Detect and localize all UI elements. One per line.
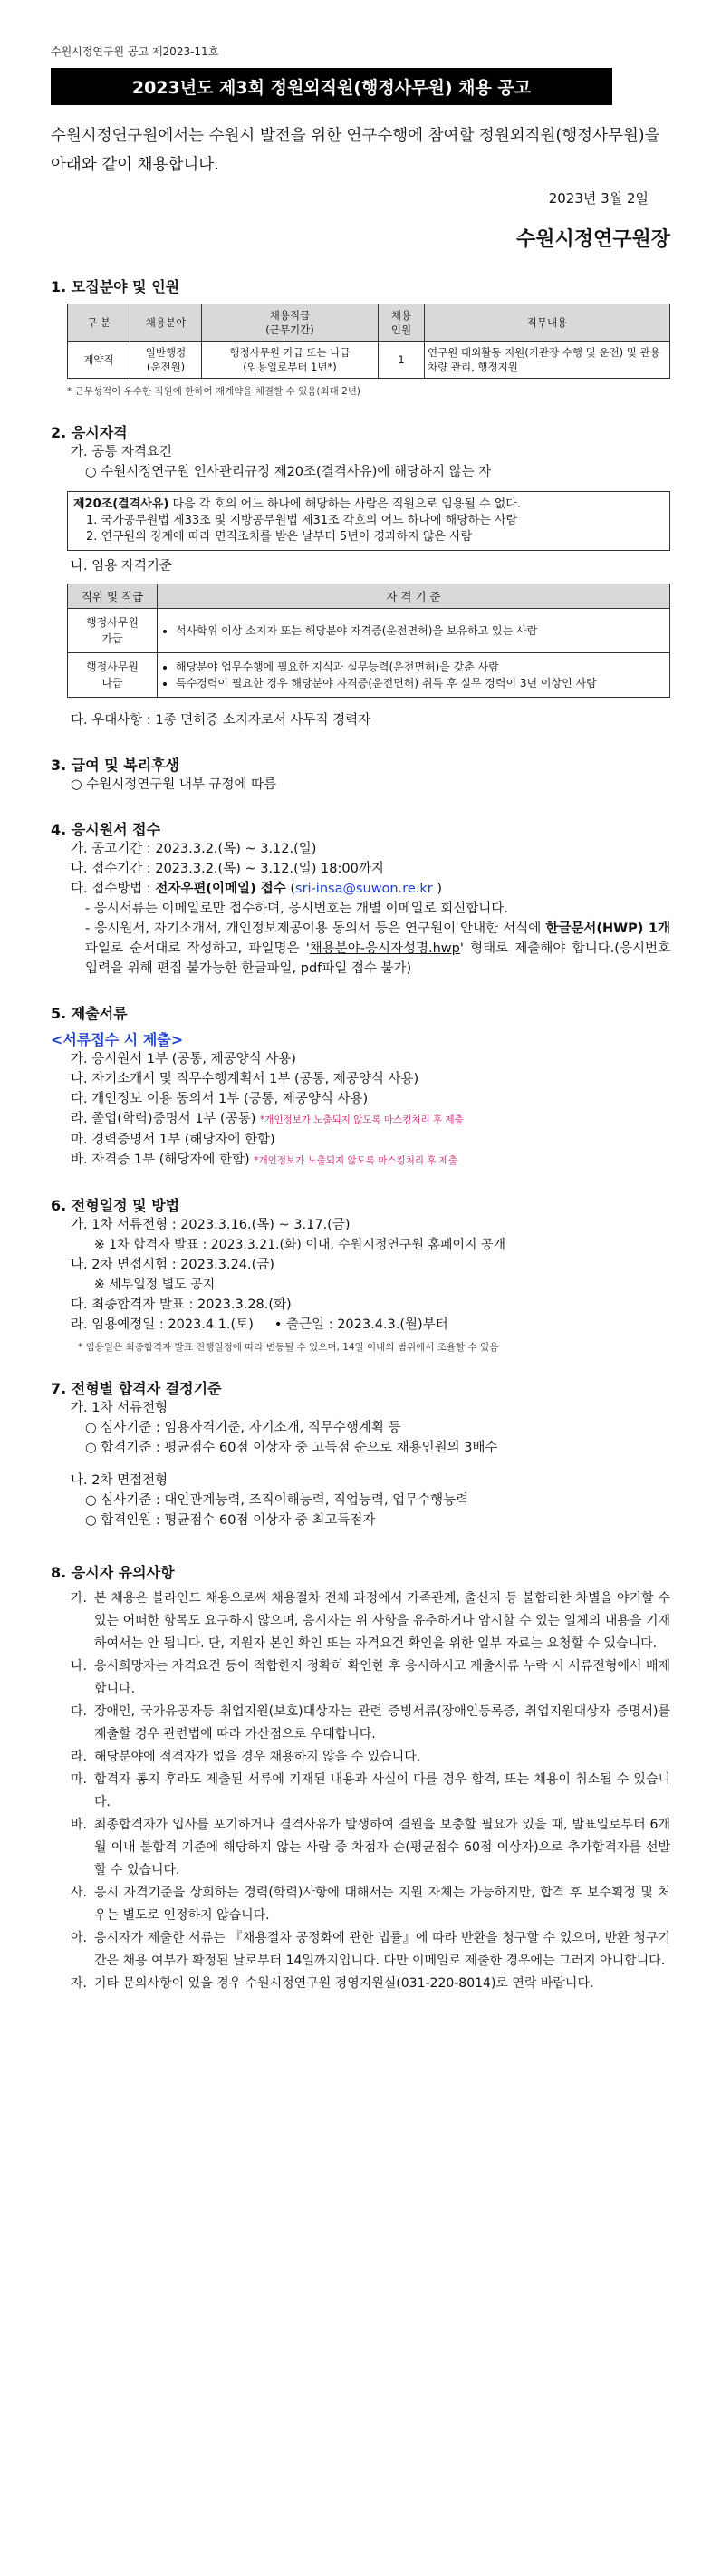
th-duty: 직무내용 xyxy=(425,304,670,342)
email-only-note: - 응시서류는 이메일로만 접수하며, 응시번호는 개별 이메일로 회신합니다. xyxy=(85,902,508,916)
file-format-note: - 응시원서, 자기소개서, 개인정보제공이용 동의서 등은 연구원이 안내한 서식에 한글문서(HWP) 1개 파일로 순서대로 작성하고, 파일명은 '채용분야-응시자성명.hwp' 형태로 제출해야 합니다.(응시번호 입력을 위해 편집 불가능한 한글파일, pdf파일 접수 불가) xyxy=(85,921,671,976)
notice-number: 수원시정연구원 공고 제2023-11호 xyxy=(51,45,219,58)
th-count: 채용 인원 xyxy=(379,304,425,342)
intro-text: 수원시정연구원에서는 수원시 발전을 위한 연구수행에 참여할 정원외직원(행정사무원)을 아래와 같이 채용합니다. xyxy=(51,127,660,174)
final-announcement: 다. 최종합격자 발표 : 2023.3.28.(화) xyxy=(71,1298,292,1312)
document-item-5: 마. 경력증명서 1부 (해당자에 한함) xyxy=(71,1133,275,1147)
masking-note: *개인정보가 노출되지 않도록 마스킹처리 후 제출 xyxy=(259,1114,464,1125)
caution-item: 아. 응시자가 제출한 서류는 『채용절차 공정화에 관한 법률』에 따라 반환을 청구할 수 있으며, 반환 청구기간은 채용 여부가 확정된 날로부터 14일까지입니다. 다만 이메일로 제출한 경우에는 그러지 아니합니다. xyxy=(71,1931,670,1968)
notice-date: 2023년 3월 2일 xyxy=(548,190,649,207)
article-20-text: 다음 각 호의 어느 하나에 해당하는 사람은 직원으로 임용될 수 없다. xyxy=(168,497,521,511)
section-3-heading: 3. 급여 및 복리후생 xyxy=(51,757,180,774)
section-2-heading: 2. 응시자격 xyxy=(51,424,128,441)
document-item-2: 나. 자기소개서 및 직무수행계획서 1부 (공통, 제공양식 사용) xyxy=(71,1072,419,1086)
th-position: 직위 및 직급 xyxy=(68,584,158,609)
section-5-heading: 5. 제출서류 xyxy=(51,1005,128,1022)
caution-item: 다. 장애인, 국가유공자등 취업지원(보호)대상자는 관련 증빙서류(장애인등록증, 취업지원대상자 증명서)를 제출할 경우 관련법에 따라 가산점으로 우대합니다. xyxy=(71,1704,670,1741)
caution-item: 라. 해당분야에 적격자가 없을 경우 채용하지 않을 수 있습니다. xyxy=(71,1750,421,1764)
caution-item: 사. 응시 자격기준을 상회하는 경력(학력)사항에 대해서는 지원 자체는 가능하지만, 합격 후 보수획정 및 처우는 별도로 인정하지 않습니다. xyxy=(71,1886,670,1923)
first-review-criteria: ○ 심사기준 : 임용자격기준, 자기소개, 직무수행계획 등 xyxy=(85,1421,401,1435)
caution-item: 자. 기타 문의사항이 있을 경우 수원시정연구원 경영지원실(031-220-8014)로 연락 바랍니다. xyxy=(71,1976,594,1991)
salary-item: ○ 수원시정연구원 내부 규정에 따름 xyxy=(71,777,277,792)
document-item-6: 바. 자격증 1부 (해당자에 한함) *개인정보가 노출되지 않도록 마스킹처리 후 제출 xyxy=(71,1153,458,1167)
common-requirement-item: ○ 수원시정연구원 인사관리규정 제20조(결격사유)에 해당하지 않는 자 xyxy=(85,465,492,479)
recruit-table xyxy=(67,304,670,379)
notice-period: 가. 공고기간 : 2023.3.2.(목) ~ 3.12.(일) xyxy=(71,842,317,856)
td-duty: 연구원 대외활동 지원(기관장 수행 및 운전) 및 관용차량 관리, 행정지원 xyxy=(425,342,670,379)
second-review-criteria: ○ 심사기준 : 대인관계능력, 조직이해능력, 직업능력, 업무수행능력 xyxy=(85,1493,469,1508)
article-20-item-1: 1. 국가공무원법 제33조 및 지방공무원법 제31조 각호의 어느 하나에 해당하는 사람 xyxy=(86,514,518,527)
email-method: 전자우편(이메일) 접수 xyxy=(155,882,286,896)
caution-item: 바. 최종합격자가 입사를 포기하거나 결격사유가 발생하여 결원을 보충할 필요가 있을 때, 발표일로부터 6개월 이내 불합격 기준에 해당하지 않는 사람 중 차점자 순(평균점수 60점 이상자)으로 추가합격자를 선발할 수 있습니다. xyxy=(71,1818,670,1877)
common-requirement: 가. 공통 자격요건 xyxy=(71,445,172,459)
article-20-item-2: 2. 연구원의 징계에 따라 면직조치를 받은 날부터 5년이 경과하지 않은 사람 xyxy=(86,530,473,544)
position-grade-a: 행정사무원 가급 xyxy=(68,609,158,653)
application-period: 나. 접수기간 : 2023.3.2.(목) ~ 3.12.(일) 18:00까지 xyxy=(71,862,384,876)
section-8-heading: 8. 응시자 유의사항 xyxy=(51,1564,175,1581)
first-pass-criteria: ○ 합격기준 : 평균점수 60점 이상자 중 고득점 순으로 채용인원의 3배수 xyxy=(85,1441,498,1455)
email-link[interactable]: sri-insa@suwon.re.kr xyxy=(295,882,433,896)
position-grade-b: 행정사무원 나급 xyxy=(68,653,158,698)
article-20-lead: 제20조(결격사유) xyxy=(73,497,169,511)
document-item-4: 라. 졸업(학력)증명서 1부 (공통) *개인정보가 노출되지 않도록 마스킹처리 후 제출 xyxy=(71,1112,464,1126)
documents-subheading: <서류접수 시 제출> xyxy=(51,1031,184,1048)
section-1-heading: 1. 모집분야 및 인원 xyxy=(51,278,180,295)
first-screening: 가. 1차 서류전형 : 2023.3.16.(목) ~ 3.17.(금) xyxy=(71,1218,351,1232)
criteria-b-1: • 해당분야 업무수행에 필요한 지식과 실무능력(운전면허)을 갖춘 사람 xyxy=(176,659,664,675)
application-method: 다. 접수방법 : 전자우편(이메일) 접수 (sri-insa@suwon.re.kr ) xyxy=(71,882,443,896)
section-7-heading: 7. 전형별 합격자 결정기준 xyxy=(51,1380,222,1397)
document-item-1: 가. 응시원서 1부 (공통, 제공양식 사용) xyxy=(71,1052,296,1066)
caution-item: 가. 본 채용은 블라인드 채용으로써 채용절차 전체 과정에서 가족관계, 출신지 등 불합리한 차별을 야기할 수 있는 어떠한 항목도 요구하지 않으며, 응시자는 위 사항을 유추하거나 암시할 수 있는 일체의 내용을 기재하여서는 안 됩니다. 단, 지원자 본인 확인 또는 자격요건 확인을 위한 일부 자료는 요청할 수 있습니다. xyxy=(71,1591,670,1651)
criteria-a-1: • 석사학위 이상 소지자 또는 해당분야 자격증(운전면허)을 보유하고 있는 사람 xyxy=(176,622,664,639)
first-result-note: ※ 1차 합격자 발표 : 2023.3.21.(화) 이내, 수원시정연구원 홈페이지 공개 xyxy=(94,1238,506,1252)
section-6-heading: 6. 전형일정 및 방법 xyxy=(51,1197,180,1214)
td-grade: 행정사무원 가급 또는 나급 (임용일로부터 1년*) xyxy=(202,342,379,379)
td-type: 계약직 xyxy=(68,342,130,379)
masking-note: *개인정보가 노출되지 않도록 마스킹처리 후 제출 xyxy=(254,1155,458,1166)
qualification-table xyxy=(67,584,670,698)
contract-note: * 근무성적이 우수한 직원에 한하여 재계약을 체결할 수 있음(최대 2년) xyxy=(67,386,361,397)
filename-format: 채용분야-응시자성명.hwp xyxy=(309,941,460,956)
first-screening-criteria: 가. 1차 서류전형 xyxy=(71,1401,168,1415)
th-criteria: 자 격 기 준 xyxy=(158,584,670,609)
appointment-date: 라. 임용예정일 : 2023.4.1.(토) • 출근일 : 2023.4.3.(월)부터 xyxy=(71,1317,448,1332)
caution-item: 마. 합격자 통지 후라도 제출된 서류에 기재된 내용과 사실이 다를 경우 합격, 또는 채용이 취소될 수 있습니다. xyxy=(71,1772,670,1809)
qualification-heading: 나. 임용 자격기준 xyxy=(71,559,172,574)
document-item-3: 다. 개인정보 이용 동의서 1부 (공통, 제공양식 사용) xyxy=(71,1092,369,1106)
td-field: 일반행정 (운전원) xyxy=(130,342,202,379)
signer: 수원시정연구원장 xyxy=(515,228,670,251)
disqualification-box xyxy=(67,491,670,551)
section-4-heading: 4. 응시원서 접수 xyxy=(51,821,161,838)
th-type: 구 분 xyxy=(68,304,130,342)
notice-title: 2023년도 제3회 정원외직원(행정사무원) 채용 공고 xyxy=(51,68,612,105)
criteria-b-2: • 특수경력이 필요한 경우 해당분야 자격증(운전면허) 취득 후 실무 경력이 3년 이상인 사람 xyxy=(176,675,664,691)
second-pass-criteria: ○ 합격인원 : 평균점수 60점 이상자 중 최고득점자 xyxy=(85,1513,376,1528)
caution-item: 나. 응시희망자는 자격요건 등이 적합한지 정확히 확인한 후 응시하시고 제출서류 누락 시 서류전형에서 배제합니다. xyxy=(71,1659,670,1696)
td-count: 1 xyxy=(379,342,425,379)
second-interview: 나. 2차 면접시험 : 2023.3.24.(금) xyxy=(71,1258,274,1272)
caution-list xyxy=(51,1587,670,1995)
preference: 다. 우대사항 : 1종 면허증 소지자로서 사무직 경력자 xyxy=(71,713,371,728)
th-grade: 채용직급 (근무기간) xyxy=(202,304,379,342)
schedule-note: ※ 세부일정 별도 공지 xyxy=(94,1278,216,1292)
th-field: 채용분야 xyxy=(130,304,202,342)
appointment-note: * 임용일은 최종합격자 발표 진행일정에 따라 변동될 수 있으며, 14일 이내의 범위에서 조율할 수 있음 xyxy=(78,1342,499,1353)
second-interview-criteria: 나. 2차 면접전형 xyxy=(71,1473,168,1488)
